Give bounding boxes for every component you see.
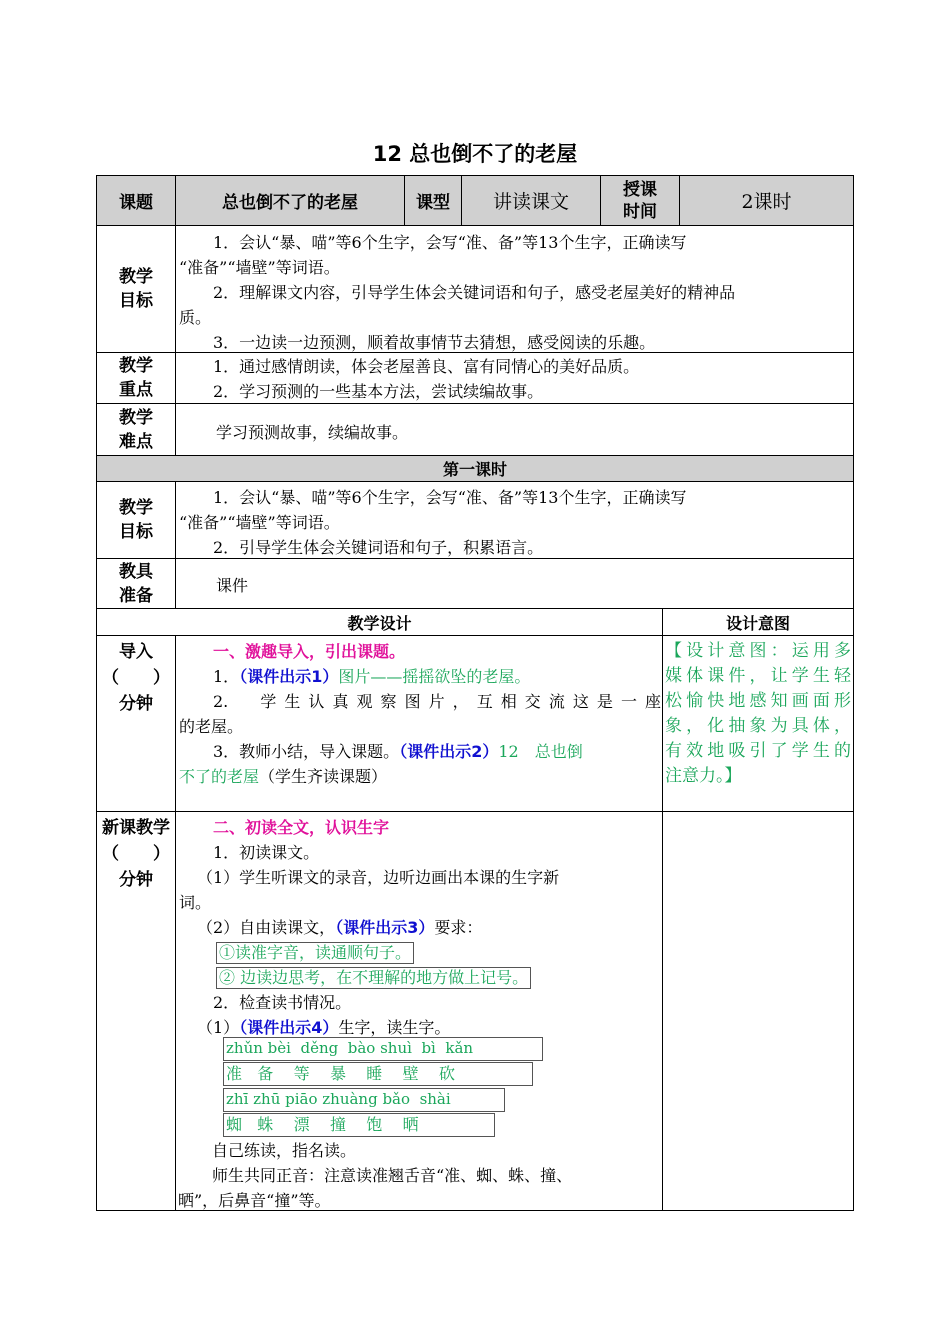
intent-line: 松愉快地感知画面形 — [665, 691, 851, 711]
intro-step-1 — [179, 664, 661, 689]
intro-heading: 一、激趣导入，引出课题。 — [213, 642, 406, 661]
step-1-1: （1）学生听课文的录音，边听边画出本课的生字新 — [197, 868, 560, 887]
intro-content — [175, 635, 663, 812]
new-lesson-intent — [662, 811, 854, 1211]
intro-step-1-text: 图片——摇摇欲坠的老屋。 — [338, 667, 531, 686]
goals-label-1: 教学 — [119, 267, 153, 287]
intent-line: 注意力。】 — [665, 766, 742, 786]
step-2-1-text: 生字，读生字。 — [338, 1018, 451, 1037]
design-column-header: 教学设计 — [96, 608, 663, 636]
courseware-tag: （课件出示3） — [335, 918, 435, 937]
courseware-tag: （课件出示2） — [399, 742, 499, 761]
type-value: 讲读课文 — [461, 175, 601, 226]
step-1-2 — [179, 915, 661, 940]
intro-label-3: 分钟 — [119, 694, 153, 714]
keypoints-line: 1．通过感情朗读，体会老屋善良、富有同情心的美好品质。 — [213, 357, 640, 376]
goals-line: 2．理解课文内容，引导学生体会关键词语和句子，感受老屋美好的精神品 — [213, 283, 736, 302]
new-lesson-label-2: （ ） — [102, 844, 170, 864]
new-lesson-label-3: 分钟 — [119, 870, 153, 890]
tools-label — [96, 558, 176, 609]
difficulties-label-2: 难点 — [119, 431, 153, 452]
difficulties-label-1: 教学 — [119, 407, 153, 428]
correction-text: 师生共同正音：注意读准翘舌音“准、蜘、蛛、撞、 — [212, 1166, 573, 1185]
lesson-goals-label-1: 教学 — [119, 498, 153, 518]
practice-text: 自己练读，指名读。 — [212, 1141, 357, 1160]
keypoints-label-1: 教学 — [119, 356, 153, 376]
tools-label-2: 准备 — [119, 585, 153, 606]
step-1: 1．初读课文。 — [213, 843, 320, 862]
intro-label-2: （ ） — [102, 668, 170, 688]
lesson-title-ref: 不了的老屋 — [179, 767, 260, 786]
intro-intent — [662, 635, 854, 812]
goals-line: 1．会认“暴、喵”等6个生字，会写“准、备”等13个生字，正确读写 — [213, 233, 687, 252]
lesson-goals-label-2: 目标 — [119, 522, 153, 542]
new-lesson-heading: 二、初读全文，认识生字 — [213, 818, 390, 837]
new-lesson-label — [96, 811, 176, 1211]
goals-line: “准备”“墙壁”等词语。 — [179, 258, 340, 277]
time-label-line1: 授课 — [623, 179, 657, 200]
tools-label-1: 教具 — [119, 561, 153, 582]
keypoints-content — [175, 352, 854, 404]
courseware-tag: （课件出示4） — [239, 1018, 339, 1037]
intro-label — [96, 635, 176, 812]
intent-line: 象，化抽象为具体， — [665, 716, 851, 736]
topic-value: 总也倒不了的老屋 — [175, 175, 405, 226]
intro-step-3-cont — [179, 764, 661, 789]
pinyin-row-2: zhī zhū piāo zhuàng bǎo shài — [223, 1088, 505, 1112]
step-1-1-cont: 词。 — [179, 893, 212, 912]
keypoints-label — [96, 352, 176, 404]
step-2: 2．检查读书情况。 — [213, 993, 352, 1012]
intro-label-1: 导入 — [119, 642, 153, 662]
intent-line: 媒体课件，让学生轻 — [665, 666, 851, 686]
intro-step-3-end: （学生齐读课题） — [259, 767, 388, 786]
topic-label: 课题 — [96, 175, 176, 226]
step-2-1-num: （1） — [197, 1018, 240, 1037]
intro-step-2-cont: 的老屋。 — [179, 717, 244, 736]
tools-value: 课件 — [216, 576, 249, 595]
lesson-goals-label — [96, 481, 176, 559]
intro-step-3 — [179, 739, 661, 764]
characters-row-1: 准 备 等 暴 睡 壁 砍 — [223, 1062, 533, 1086]
keypoints-label-2: 重点 — [119, 380, 153, 400]
correction-text-cont: 晒”，后鼻音“撞”等。 — [178, 1191, 331, 1210]
requirement-box: ② 边读边思考，在不理解的地方做上记号。 — [216, 967, 531, 989]
lesson-goals-content — [175, 481, 854, 559]
goals-label-2: 目标 — [119, 291, 153, 311]
goals-line: 质。 — [179, 308, 212, 327]
lesson-goals-line: “准备”“墙壁”等词语。 — [179, 513, 340, 532]
requirement-box: ①读准字音，读通顺句子。 — [216, 942, 414, 964]
step-1-2-end: 要求： — [434, 918, 483, 937]
intent-line: 有效地吸引了学生的 — [665, 741, 851, 761]
requirement-1 — [179, 940, 661, 965]
lesson-goals-line: 1．会认“暴、喵”等6个生字，会写“准、备”等13个生字，正确读写 — [213, 488, 687, 507]
lesson-goals-line: 2．引导学生体会关键词语和句子，积累语言。 — [213, 538, 544, 557]
lesson-title-ref: 12 总也倒 — [498, 742, 583, 761]
goals-label — [96, 225, 176, 353]
pinyin-row-1: zhǔn bèi děng bào shuì bì kǎn — [223, 1037, 543, 1061]
intro-step-3-text: 3．教师小结，导入课题。 — [213, 742, 400, 761]
difficulties-text: 学习预测故事，续编故事。 — [216, 423, 409, 442]
type-label: 课型 — [404, 175, 462, 226]
keypoints-line: 2．学习预测的一些基本方法，尝试续编故事。 — [213, 382, 544, 401]
intent-column-header: 设计意图 — [662, 608, 854, 636]
characters-row-2: 蜘 蛛 漂 撞 饱 晒 — [223, 1113, 495, 1137]
lesson-one-heading: 第一课时 — [96, 455, 854, 482]
new-lesson-tail — [178, 1138, 662, 1210]
goals-line: 3．一边读一边预测，顺着故事情节去猜想，感受阅读的乐趣。 — [213, 333, 656, 352]
intro-step-2: 2. 学生认真观察图片，互相交流这是一座 — [213, 692, 661, 711]
difficulties-label — [96, 403, 176, 456]
courseware-tag: （课件出示1） — [239, 667, 339, 686]
step-number: 1． — [213, 667, 240, 686]
goals-content — [175, 225, 854, 353]
time-label-line2: 时间 — [623, 201, 657, 222]
page-title: 12 总也倒不了的老屋 — [372, 142, 578, 166]
time-value: 2课时 — [679, 175, 854, 226]
requirement-2 — [179, 965, 661, 990]
tools-content — [175, 558, 854, 609]
step-1-2-text: （2）自由读课文， — [197, 918, 336, 937]
intent-line: 【设计意图：运用多 — [665, 641, 851, 661]
time-label — [600, 175, 680, 226]
difficulties-content — [175, 403, 854, 456]
new-lesson-label-1: 新课教学 — [102, 818, 170, 838]
